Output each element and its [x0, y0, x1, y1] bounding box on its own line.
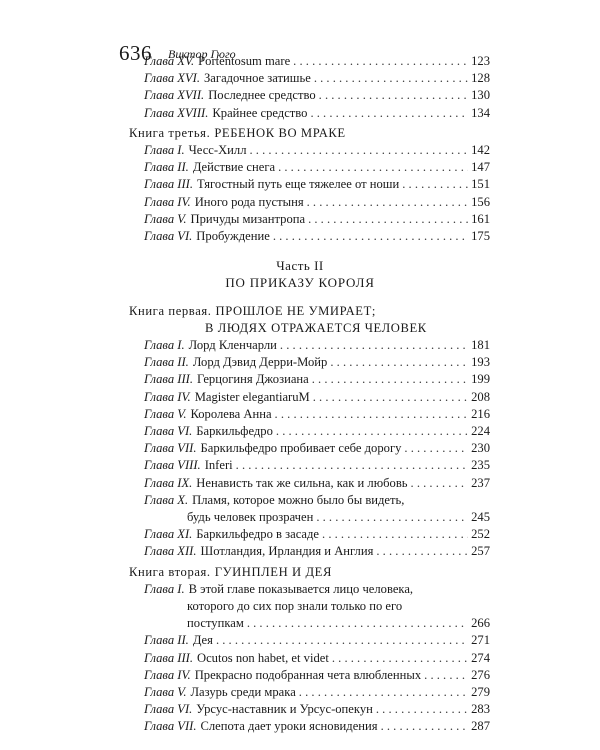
leader-dots [299, 685, 468, 700]
toc-entry: Глава II. Лорд Дэвид Дерри-Мойр . . . 193 [144, 355, 490, 370]
leader-dots [411, 476, 469, 491]
toc-entry: Глава IV. Иного рода пустыня . . . 156 [144, 195, 490, 210]
leader-dots [273, 229, 468, 244]
leader-dots [424, 668, 468, 683]
toc-page-number: 130 [471, 88, 490, 103]
leader-dots [316, 510, 468, 525]
leader-dots [402, 177, 468, 192]
toc-page-number: 199 [471, 372, 490, 387]
toc-page-number: 237 [471, 475, 490, 490]
leader-dots [276, 424, 468, 439]
toc-entry: Глава XVI. Загадочное затишье . . . 128 [144, 71, 490, 86]
toc-entry: Глава IX. Ненависть так же сильна, как и любовь . . . 237 [144, 476, 490, 491]
leader-dots [319, 88, 468, 103]
leader-dots [293, 54, 468, 69]
toc-entry: Глава XII. Шотландия, Ирландия и Англия . . . 257 [144, 544, 490, 559]
toc-entry: Глава II. Дея . . . 271 [144, 633, 490, 648]
leader-dots [314, 71, 468, 86]
book-heading: Книга вторая. ГУИНПЛЕН И ДЕЯ [129, 564, 332, 579]
toc-page-number: 142 [471, 143, 490, 157]
leader-dots [236, 458, 468, 473]
toc-page-number: 161 [471, 211, 490, 226]
toc-entry: Глава I. В этой главе показывается лицо человека, [144, 581, 414, 596]
toc-entry: Глава VIII. Inferi . . . 235 [144, 458, 490, 473]
leader-dots [322, 527, 468, 542]
toc-page-number: 252 [471, 527, 490, 542]
leader-dots [376, 544, 468, 559]
toc-entry: Глава XV. Portentosum mare . . . 123 [144, 54, 490, 69]
leader-dots [280, 338, 468, 353]
running-head-author: Виктор Гюго [168, 47, 236, 61]
toc-entry: Глава II. Действие снега . . . 147 [144, 160, 490, 175]
toc-page-number: 230 [471, 441, 490, 456]
part-title: Часть II [276, 258, 324, 274]
toc-entry: Глава XI. Баркильфедро в засаде . . . 252 [144, 527, 490, 542]
toc-page-number: 208 [471, 389, 490, 404]
toc-entry: Глава X. Пламя, которое можно было бы видеть, [144, 492, 405, 507]
leader-dots [278, 160, 468, 175]
leader-dots [330, 355, 468, 370]
toc-entry: Глава III. Тягостный путь еще тяжелее от ноши . . . 151 [144, 177, 490, 192]
toc-entry: Глава VI. Баркильфедро . . . 224 [144, 424, 490, 439]
leader-dots [404, 441, 468, 456]
toc-entry: Глава VII. Баркильфедро пробивает себе дорогу . . . 230 [144, 441, 490, 456]
toc-entry: Глава XVII. Последнее средство . . . 130 [144, 88, 490, 103]
toc-page-number: 147 [471, 160, 490, 175]
toc-entry-continued: поступкам . . . 266 [187, 616, 490, 631]
toc-entry: Глава V. Королева Анна . . . 216 [144, 407, 490, 422]
toc-page-number: 156 [471, 194, 490, 209]
toc-page-number: 193 [471, 355, 490, 370]
toc-page-number: 279 [471, 685, 490, 699]
toc-entry-continued: которого до сих пор знали только по его [187, 599, 403, 613]
toc-page-number: 175 [471, 229, 490, 243]
toc-entry: Глава VI. Пробуждение . . . 175 [144, 229, 490, 244]
toc-entry: Глава VII. Слепота дает уроки ясновидения . . . 287 [144, 719, 490, 734]
toc-page-number: 274 [471, 650, 490, 665]
leader-dots [332, 651, 468, 666]
part-subtitle: ПО ПРИКАЗУ КОРОЛЯ [225, 275, 375, 291]
leader-dots [381, 719, 469, 734]
leader-dots [216, 633, 468, 648]
leader-dots [376, 702, 468, 717]
book-heading: Книга первая. ПРОШЛОЕ НЕ УМИРАЕТ; [129, 303, 376, 318]
toc-entry: Глава V. Причуды мизантропа . . . 161 [144, 212, 490, 227]
toc-page-number: 257 [471, 544, 490, 559]
toc-entry: Глава IV. Прекрасно подобранная чета влюбленных . . . 276 [144, 668, 490, 683]
toc-page-number: 151 [471, 177, 490, 192]
toc-entry: Глава IV. Magister elegantiaruM . . . 208 [144, 390, 490, 405]
toc-entry: Глава VI. Урсус-наставник и Урсус-опекун . . . 283 [144, 702, 490, 717]
leader-dots [312, 372, 468, 387]
toc-page-number: 276 [471, 667, 490, 682]
page-number: 636 [119, 41, 152, 65]
toc-page-number: 245 [471, 510, 490, 524]
toc-page-number: 283 [471, 702, 490, 717]
leader-dots [310, 106, 468, 121]
toc-page-number: 224 [471, 424, 490, 438]
toc-entry: Глава I. Чесс-Хилл . . . 142 [144, 143, 490, 158]
toc-entry: Глава I. Лорд Кленчарли . . . 181 [144, 338, 490, 353]
leader-dots [313, 390, 468, 405]
toc-page-number: 181 [471, 338, 490, 352]
toc-page-number: 266 [471, 616, 490, 631]
leader-dots [307, 195, 468, 210]
toc-entry: Глава III. Ocutos non habet, et videt . . . 274 [144, 651, 490, 666]
toc-page-number: 128 [471, 71, 490, 86]
toc-entry: Глава III. Герцогиня Джозиана . . . 199 [144, 372, 490, 387]
toc-page-number: 271 [471, 633, 490, 648]
leader-dots [249, 143, 468, 158]
book-heading-continued: В ЛЮДЯХ ОТРАЖАЕТСЯ ЧЕЛОВЕК [205, 320, 427, 335]
toc-page-number: 235 [471, 458, 490, 473]
toc-page-number: 123 [471, 54, 490, 68]
toc-entry-continued: будь человек прозрачен . . . 245 [187, 510, 490, 525]
leader-dots [275, 407, 469, 422]
toc-page-number: 216 [471, 406, 490, 421]
toc-entry: Глава V. Лазурь среди мрака . . . 279 [144, 685, 490, 700]
leader-dots [247, 616, 468, 631]
toc-page-number: 134 [471, 105, 490, 120]
toc-page-number: 287 [471, 719, 490, 734]
book-heading: Книга третья. РЕБЕНОК ВО МРАКЕ [129, 125, 346, 140]
toc-entry: Глава XVIII. Крайнее средство . . . 134 [144, 106, 490, 121]
leader-dots [308, 212, 468, 227]
